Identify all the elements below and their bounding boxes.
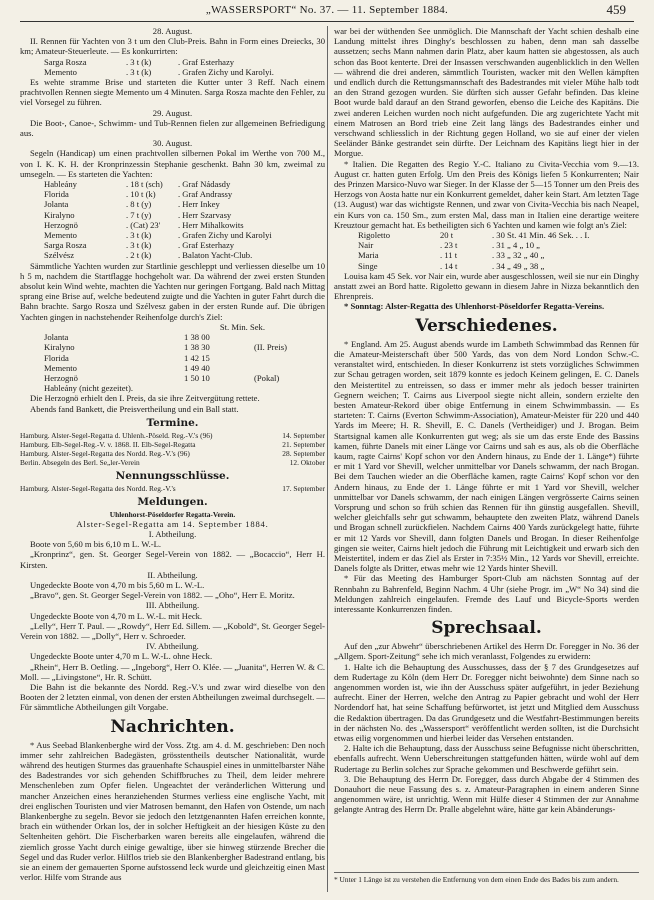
results-list (20, 332, 325, 383)
verschiedenes-heading: Verschiedenes. (415, 315, 558, 336)
paragraph: Auf den „zur Abwehr“ überschriebenen Artikel des Herrn Dr. Foregger in No. 36 der „Allgem. Sport-Zeitung“ sehe ich mich veranlasst, Folgendes zu erwidern: (334, 641, 639, 662)
row-cell: Sarga Rosza (44, 240, 87, 251)
entry-line: Boote von 5,60 m bis 6,10 m L. W.-L. (30, 539, 162, 550)
row-cell: 1 42 15 (184, 352, 210, 363)
row-cell (254, 332, 325, 342)
row-cell: 12. Oktober (289, 457, 325, 467)
row-cell: Memento (44, 66, 77, 77)
division-heading: II. Abtheilung. (147, 569, 198, 580)
date-heading: 28. August. (152, 26, 193, 36)
paragraph: Louisa kam 45 Sek. vor Nair ein, wurde aber ausgeschlossen, weil sie nur ein Dinghy anstatt zwei an Bord hatte. Rigoletto gewann in diesem Jahre in Nizza bekanntlich den Ehrenpreis. (334, 270, 639, 302)
row-cell: . 7 t (y) (126, 209, 152, 220)
paragraph: Die Boot-, Canoe-, Schwimm- und Tub-Rennen fielen zur allgemeinen Befriedigung aus. (20, 117, 325, 139)
nachrichten-heading: Nachrichten. (110, 716, 235, 737)
left-column (20, 26, 325, 886)
date-heading: 29. August. (152, 107, 193, 118)
row-cell: . 3 t (k) (126, 240, 152, 251)
footnote: * Unter 1 Länge ist zu verstehen die Entfernung von dem einen Ende des Bades bis zum andern. (334, 872, 639, 884)
division-heading: III. Abtheilung. (145, 600, 200, 611)
row-cell (254, 363, 325, 373)
row-cell: Singe (358, 260, 378, 271)
row-cell: . 23 t (440, 240, 458, 251)
row-cell: . 3 t (k) (126, 66, 152, 77)
result-row (334, 261, 639, 271)
row-cell: . (Cat) 23' (126, 219, 161, 230)
sprechsaal-body (334, 641, 639, 814)
result-row (334, 230, 639, 240)
row-cell (254, 353, 325, 363)
paragraph: * Sonntag: Alster-Regatta des Uhlenhorst-Pöseldorfer Regatta-Vereins. (344, 301, 605, 312)
termine-heading: Termine. (146, 416, 199, 429)
termin-row (20, 449, 325, 458)
entry-row (20, 210, 325, 220)
paragraph: Sämmtliche Yachten wurden zur Startlinie geschleppt und verliessen dieselbe um 10 h 5 m, nachdem die Startflagge hochgeholt war. Da während der zwei ersten Stunden absolut kein Wind wehte, machten die Yachten nur geringen Fortgang. Bald nach Mittag sprang eine Brise auf, welche bedeutend zuigte und die Yachten in guter Fahrt durch die Bahn brachte. Sargo Rosza und Szélvesz gaben in der ersten Runde auf. Die übrigen Yachten gingen in nachstehender Reihenfolge durch's Ziel: (20, 260, 325, 322)
row-cell: . Graf Esterhazy (178, 56, 235, 67)
row-cell: Memento (44, 230, 77, 241)
row-cell: 21. September (282, 439, 325, 449)
results-header: St. Min. Sek. (219, 321, 265, 332)
paragraph: 1. Halte ich die Behauptung des Ausschusses, dass der § 7 des Grundgesetzes auf dem Rudertage zu Köln (dem Herr Dr. Foregger nicht beiwohnte) dem Sinne nach so angenommen worden ist, wie ihn der Ausschuss später aufgeführt, in jeder Beziehung aufrecht. Einer der Herren, welche den Antrag zu Papier gebracht und wohl der Herr Nordendorf hat, hat seine Schaffung befürwortet, ist jetzt und Mitglied dem Ausschuss die Redaktion übertragen. Da das Grundgesetz und die Westfahrt-Bestimmungen bereits in der nächsten No. des „Wassersport“ veröffentlicht werden sollten, ist die Durchsicht etwas eilig vorgenommen und hierbei leider das Versehen entstanden. (334, 661, 639, 743)
termin-row (20, 440, 325, 449)
division-heading: IV. Abtheilung. (146, 641, 199, 652)
entry-list (20, 179, 325, 261)
row-cell: . 8 t (y) (126, 199, 152, 210)
result-row (20, 363, 325, 373)
row-cell: . Herr Inkey (178, 199, 220, 210)
entry-row (20, 179, 325, 189)
result-row (20, 373, 325, 383)
paragraph: Die Herzognö erhielt den I. Preis, da sie ihre Zeitvergütung rettete. (30, 393, 260, 404)
right-column (334, 26, 639, 886)
row-cell: Szélvész (44, 250, 75, 261)
results-list (334, 230, 639, 271)
row-cell: Rigoletto (358, 230, 390, 241)
page-header (0, 0, 654, 22)
row-cell: 1 38 00 (184, 332, 210, 343)
column-divider (327, 26, 328, 892)
result-row (334, 250, 639, 260)
division-heading: I. Abtheilung. (148, 528, 197, 539)
row-cell: . Balaton Yacht-Club. (178, 250, 253, 261)
entry-row (20, 199, 325, 209)
paragraph: war bei der wüthenden See unmöglich. Die Mannschaft der Yacht schien deshalb eine Landung mittelst ihres Dinghy's beschlossen zu haben, denn man sah dasselbe aussetzen; sechs Mann nahmen darin Platz, aber kaum hatten sie abgestossen, als auch schon das Boot kenterte. Drei der Insassen verschwanden augenblicklich in den Wellen — während die drei anderen, sämmtlich Touristen, wacker mit den Wellen kämpften und endlich durch die Rettungsmannschaft des Badestrandes mit vieler Mühe halb todt an den Strand gezogen wurden. Sie dürften sich ausser Gefahr befinden. Das kleine Boot wurde bald darauf an den Strand geworfen, ebenso die Leiche des Kapitäns. Die zwei anderen Leichen wurden noch nicht aufgefunden. Die arg zugerichtete Yacht mit einem Matrosen an Bord trieb eine Zeit lang längs des Badestrandes einher und verschwand schliesslich in der Richtung gegen Holland, wo sie auf einer der vielen Seeländer Bänke gestrandet sein dürfte. Der Leichnam des Kapitäns liegt hier in der Morgue. (334, 26, 639, 159)
row-cell: . 34 „ 49 „ 38 „ (492, 260, 545, 271)
entry-row (20, 220, 325, 230)
result-row (334, 240, 639, 250)
row-cell: Maria (358, 250, 379, 261)
paragraph: 3. Die Behauptung des Herrn Dr. Foregger, dass durch Abgabe der 4 Stimmen des Donauhort die neue Fassung des s. z. Amateur-Paragraphen in einem anderen Sinne angenommen wäre, ist unrichtig. Wenn mit Hülfe dieser 4 Stimmen der zur Annahme gelangte Antrag des Herrn Dr. Pralle abgelehnt wäre, hätte gar kein Abänderungs- (334, 773, 639, 815)
row-cell: . 31 „ 4 „ 10 „ (492, 240, 540, 251)
row-cell: 1 50 10 (184, 372, 210, 383)
termine-list (20, 431, 325, 467)
paragraph: * Aus Seebad Blankenberghe wird der Voss. Ztg. am 4. d. M. geschrieben: Den noch immer sehr zahlreichen Badegästen, grösstentheils deutscher Nationalität, wurde während des heutigen Sturmes das grauenhafte Schauspiel eines in unmittelbarster Nähe des Badestrandes vor sich gehenden Schiffbruches zu Theil, dem leider mehrere Menschenleben zum Opfer fielen. Ungeachtet der veränderlichen Witterung und mancher Anzeichen eines heranziehenden Sturmes verliess eine englische Yacht, mit drei englischen Touristen und vier Matrosen bemannt, den Hafen von Ostende, um nach Blankenberghe zu segeln. Bevor sie jedoch den letztgenannten Hafen erreichen konnte, brach ein wüthender Orkan los, der in solcher Heftigkeit an der hiesigen Küste zu den Seltenheiten gehört. Die Fischerbarken waren bereits alle eingelaufen, während die ziemlich grosse Yacht durch einige gewaltige, über sie hinweg stürzende Brecher die Segel und das Ruder verlor. Hilflos trieb sie den Blankenbergher Badestrand entlang, bis sie an einem der gemauerten Sporne aufstossend leck wurde und gleichzeitig einen Mast verlor. Hilfe vom Strande aus (20, 739, 325, 883)
row-cell: . Herr Mihalkowits (178, 219, 244, 230)
date-heading: 30. August. (152, 138, 193, 149)
entry-row (20, 57, 325, 67)
entry-line: Ungedeckte Boote unter 4,70 m L. W.-L. ohne Heck. (30, 651, 213, 662)
header-rule (20, 21, 634, 22)
row-cell: Hamburg. Alster-Segel-Regatta des Nordd. Reg.-V.'s (96) (20, 448, 190, 458)
result-row (20, 353, 325, 363)
page-number: 459 (606, 2, 626, 17)
row-cell: . 3 t (k) (126, 56, 152, 67)
row-cell: . 11 t (440, 250, 458, 261)
nennung-list (20, 484, 325, 493)
row-cell: Hamburg. Alster-Segel-Regatta des Nordd. Reg.-V.'s (20, 483, 176, 493)
meldungen-sub: Uhlenhorst-Pöseldorfer Regatta-Verein. (109, 509, 236, 519)
row-cell: Florida (44, 189, 69, 200)
meldungen-heading: Meldungen. (137, 495, 208, 508)
row-cell: 1 38 30 (184, 342, 210, 353)
row-cell: . 30 St. 41 Min. 46 Sek. . . I. (492, 230, 590, 241)
entry-line: Ungedeckte Boote von 4,70 m L. W.-L. mit Heck. (30, 610, 203, 621)
results-note: Hableány (nicht gezeitet). (44, 383, 133, 394)
row-cell: 17. September (282, 483, 325, 493)
paragraph: * Italien. Die Regatten des Regio Y.-C. Italiano zu Civita-Vecchia vom 9.—13. August cr. hatten guten Erfolg. Um den Preis des Königs liefen 5 Konkurrenten; Nair des Prinzen Marsico-Nuvo war Sieger. In der Klasse der 5—15 Tonner um den Preis des Herzogs von Aosta hatte nur ein Konkurrent gemeldet, daher kein Start. Am letzten Tage (13. August) war das wichtigste Rennen, und zwar von Civita-Vecchia bis nach Neapel, ein Kurs von ca. 150 Sm., zum ersten Mal, dass man in Italien eine derartige weitere Kreuztour gemacht hat. Es betheiligten sich 6 Yachten und kamen wie folgt an's Ziel: (334, 158, 639, 230)
paragraph: 2. Halte ich die Behauptung, dass der Ausschuss seine Befugnisse nicht überschritten, ebenfalls aufrecht. Wenn Ueberschreitungen stattgefunden hätten, würde wohl auf dem Rudertage zu Berlin solches zur Sprache gekommen und Beschwerde geführt sein. (334, 743, 639, 774)
entry-line: „Kronprinz“, gen. St. Georger Segel-Verein von 1882. — „Bocaccio“, Herr H. Kirsten. (20, 549, 325, 570)
nennung-row (20, 484, 325, 493)
row-cell: Hamburg. Alster-Segel-Regatta d. Uhlenh.-Pöseld. Reg.-V.'s (96) (20, 430, 213, 440)
row-cell: 28. September (282, 448, 325, 458)
row-cell: Jolanta (44, 332, 69, 343)
row-cell: Herzognö (44, 372, 78, 383)
entry-line: „Lelly“, Herr T. Paul. — „Rowdy“, Herr Ed. Sillem. — „Kobold“, St. Georger Segel-Verein von 1882. — „Dolly“, Herr v. Schroeder. (20, 620, 325, 641)
row-cell: . 10 t (k) (126, 189, 156, 200)
row-cell: . 14 t (440, 260, 458, 271)
row-cell: . Graf Esterhazy (178, 240, 235, 251)
entry-line: Die Bahn ist die bekannte des Nordd. Reg.-V.'s und zwar wird dieselbe von den Booten der 2 letzten einmal, von denen der ersten Abtheilungen zweimal durchsegelt. — Für sämmtliche Abtheilungen gilt Vorgabe. (20, 681, 325, 713)
row-cell: Kiralyno (44, 342, 75, 353)
row-cell: . 3 t (k) (126, 230, 152, 241)
entry-row (20, 189, 325, 199)
paragraph: * Für das Meeting des Hamburger Sport-Club am nächsten Sonntag auf der Rennbahn zu Bahrenfeld, Beginn Nachm. 4 Uhr (siehe Progr. im „W“ No 34) sind die Meldungen zahlreich eingelaufen. Fremde des Lauf und Bicycle-Sports werden interessante Konkurrenzen finden. (334, 573, 639, 614)
entry-line: „Rhein“, Herr B. Oetling. — „Ingeborg“, Herr O. Klée. — „Juanita“, Herren W. & C. Moll. — „Livingstone“, Hr. R. Schütt. (20, 661, 325, 682)
row-cell: . Graf Nádasdy (178, 179, 231, 190)
result-row (20, 342, 325, 352)
row-cell: Florida (44, 352, 69, 363)
row-cell: . Grafen Zichy und Karolyi. (178, 66, 274, 77)
meldungen-list (20, 529, 325, 713)
nennung-heading: Nennungsschlüsse. (115, 469, 230, 482)
paragraph: * England. Am 25. August abends wurde im Lambeth Schwimmbad das Rennen für die Amateur-Meisterschaft über 500 Yards, das von dem Nord London Schw.-C. veranstaltet wird, entschieden. In dieser Konkurrenz ist stets vorzügliches Schwimmen zur Schau getragen worden, seit 1879 konnte es jedoch Keinem gelingen, E. C. Danels den Meistertitel zu entreissen, so dass er immer mehr als jedoch besser trainirten Gegnern weichen; T. Cairns aus Liverpool siegte nicht allein, sondern erzielte den besten Amateur-Rekord über obige Entfernung in einem Schwimmbassin. — Es starteten: T. Cairns (Everton Schwimm-Association), Amateur-Meister für 220 und 440 Yards im Meere; H. R. Shevill, E. C. Danels (Vertheidiger) und J. Brogan. Beim Startsignal kamen alle Konkurrenten gut weg; als sie um das erste Ende des Bassins kamen, führte Danels mit einer Länge vor Cairns und sah es aus, als ob die Oberfläche kaum, ragte Cairns' Kopf schon vor den Andern hinaus, zu Ende der 1. Länge*) führte er mit 1 Yard vor Shevill, welcher unmittelbar vor Danels schwamm, der nach Brogan. Bei dem Tauchen wieder an die Oberfläche kamen, ragte Cairns' Kopf schon vor den Andern hinaus, zu Ende der 1. Länge führte er mit 1 Yard vor Shevill, welcher unmittelbar vor Danels schwamm, der nach einigen Längen vergrösserte Cairns seinen Vorsprung und schon so früh schien das Rennen für ihn günstig ausgefallen. Shevill, welcher gleichfalls sehr gut schwamm, behauptete den zweiten Platz, während Danels und Brogan schnell zurückfielen. Nachdem Cairns 400 Yards zurückgelegt hatte, führte er mit 12 Yards vor Shevill, dann folgten Danels und Brogan. In dieser Reihenfolge gingen sie weiter, Cairns hielt jedoch die Führung mit Leichtigkeit und erwarb sich den Meistertitel, indem er das Ziel als Erster in 7:35½ Min., 12 Yards vor Shevill, erreichte. Danels folgte als Dritter, etwas mehr wie 12 Yards hinter Shevill. (334, 338, 639, 574)
entry-row (20, 240, 325, 250)
row-cell: . 33 „ 32 „ 40 „ (492, 250, 545, 261)
row-cell: (Pokal) (254, 372, 280, 383)
entry-row (20, 230, 325, 240)
row-cell: 1 49 40 (184, 362, 210, 373)
entry-row (20, 250, 325, 260)
row-cell: Sarga Rosza (44, 56, 87, 67)
row-cell: (II. Preis) (254, 342, 287, 353)
row-cell: Jolanta (44, 199, 69, 210)
entry-list (20, 57, 325, 77)
paragraph: Es wehte stramme Brise und starteten die Kutter unter 3 Reff. Nach einem prachtvollen Rennen siegte Memento um 4 Minuten. Sarga Rosza machte den Fehler, zu viel Vorsegel zu führen. (20, 77, 325, 108)
row-cell: 20 t (440, 230, 454, 241)
running-title: „WASSERSPORT“ No. 37. — 11. September 1884. (205, 4, 449, 16)
row-cell: Memento (44, 362, 77, 373)
row-cell: . Herr Szarvasy (178, 209, 232, 220)
row-cell: . Grafen Zichy und Karolyi (178, 230, 272, 241)
paragraph: Abends fand Bankett, die Preisvertheilung und ein Ball statt. (30, 403, 239, 414)
row-cell: . 2 t (k) (126, 250, 152, 261)
termin-row (20, 458, 325, 467)
paragraph: II. Rennen für Yachten von 3 t um den Club-Preis. Bahn in Form eines Dreiecks, 30 km; Amateur-Steuerleute. — Es konkurrirten: (20, 36, 325, 57)
row-cell: Nair (358, 240, 374, 251)
termin-row (20, 431, 325, 440)
row-cell: . 18 t (sch) (126, 179, 163, 190)
paragraph: Segeln (Handicap) um einen prachtvollen silbernen Pokal im Werthe von 700 M., von I. K. K. H. der Kronprinzessin Stephanie geschenkt. Bahn 30 km, zweimal zu umsegeln. — Es starteten die Yachten: (20, 148, 325, 179)
entry-row (20, 67, 325, 77)
result-row (20, 332, 325, 342)
row-cell: Hamburg. Elb-Segel-Reg.-V. v. 1868. II. Elb-Segel-Regatta (20, 439, 196, 449)
row-cell: Hableány (44, 179, 77, 190)
entry-line: „Bravo“, gen. St. Georger Segel-Verein von 1882. — „Oho“, Herr E. Moritz. (30, 590, 295, 601)
sprechsaal-heading: Sprechsaal. (431, 618, 542, 639)
row-cell: Herzognö (44, 219, 78, 230)
entry-line: Ungedeckte Boote von 4,70 m bis 5,60 m L. W.-L. (30, 579, 205, 590)
regatta-title: Alster-Segel-Regatta am 14. September 1884. (76, 518, 269, 529)
row-cell: 14. September (282, 430, 325, 440)
row-cell: . Graf Andrassy (178, 189, 233, 200)
row-cell: Kiralyno (44, 209, 75, 220)
row-cell: Berlin. Absegeln des Berl. Se„ler-Verein (20, 457, 140, 467)
